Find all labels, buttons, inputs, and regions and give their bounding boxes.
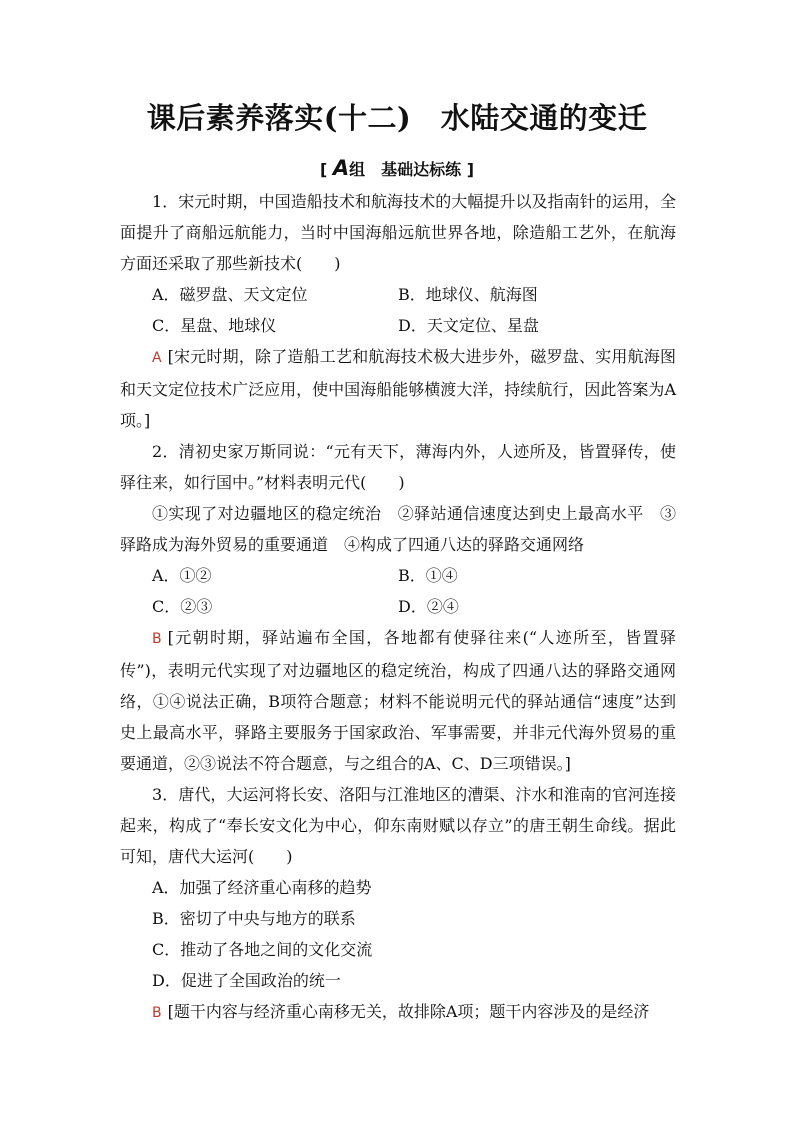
question-1-explanation <box>120 341 676 436</box>
section-bracket-close: ] <box>466 160 475 179</box>
question-3-explanation-text: [题干内容与经济重心南移无关，故排除A项；题干内容涉及的是经济 <box>167 1002 650 1021</box>
question-1-option-c: C．星盘、地球仪 <box>152 316 277 335</box>
question-2-answer: B <box>152 631 162 647</box>
question-2-option-d: D．②④ <box>398 597 459 616</box>
question-1-option-d: D．天文定位、星盘 <box>398 316 539 335</box>
question-3-explanation <box>120 996 676 1029</box>
question-1-option-b: B．地球仪、航海图 <box>398 285 538 304</box>
question-2-statements: ①实现了对边疆地区的稳定统治 ②驿站通信速度达到史上最高水平 ③驿路成为海外贸易的重要通道 ④构成了四通八达的驿路交通网络 <box>120 504 676 554</box>
question-2-options-row-2 <box>120 591 676 622</box>
question-3-option-b: B．密切了中央与地方的联系 <box>152 909 356 928</box>
question-2-option-c: C．②③ <box>152 597 213 616</box>
question-2-explanation-text: [元朝时期，驿站遍布全国，各地都有使驿往来(“人迹所至，皆置驿传”)，表明元代实现了对边疆地区的稳定统治，构成了四通八达的驿路交通网络，①④说法正确，B项符合题意；材料不能说明元代的驿站通信“速度”达到史上最高水平，驿路主要服务于国家政治、军事需要，并非元代海外贸易的重要通道，②③说法不符合题意，与之组合的A、C、D三项错误。] <box>120 628 676 773</box>
question-2-options-row-1 <box>120 560 676 591</box>
question-2-explanation <box>120 622 676 779</box>
question-2-option-a: A．①② <box>152 566 212 585</box>
question-3-option-a: A．加强了经济重心南移的趋势 <box>152 878 372 897</box>
question-1-stem: 1．宋元时期，中国造船技术和航海技术的大幅提升以及指南针的运用，全面提升了商船远航能力，当时中国海船远航世界各地，除造船工艺外，在航海方面还采取了那些新技术( ) <box>120 192 676 273</box>
page-title: 课后素养落实(十二) 水陆交通的变迁 <box>146 101 648 135</box>
question-1-answer: A <box>152 350 162 366</box>
section-bracket-open: [ <box>319 160 328 179</box>
question-3-option-d: D．促进了全国政治的统一 <box>152 971 341 990</box>
question-1-explanation-text: [宋元时期，除了造船工艺和航海技术极大进步外，磁罗盘、实用航海图和天文定位技术广泛应用，使中国海船能够横渡大洋，持续航行，因此答案为A项。] <box>120 347 676 430</box>
question-2-stem: 2．清初史家万斯同说：“元有天下，薄海内外，人迹所及，皆置驿传，使驿往来，如行国中。”材料表明元代( ) <box>120 442 676 492</box>
question-2-option-b: B．①④ <box>398 566 458 585</box>
section-group-label: 组 基础达标练 <box>349 160 462 179</box>
question-list <box>120 186 676 1029</box>
section-heading <box>0 156 794 180</box>
question-3-answer: B <box>152 1005 162 1021</box>
question-3-option-c: C．推动了各地之间的文化交流 <box>152 940 373 959</box>
question-1-options-row-1 <box>120 279 676 310</box>
question-3-stem: 3．唐代，大运河将长安、洛阳与江淮地区的漕渠、汴水和淮南的官河连接起来，构成了“奉长安文化为中心，仰东南财赋以存立”的唐王朝生命线。据此可知，唐代大运河( ) <box>120 785 676 866</box>
question-1-option-a: A．磁罗盘、天文定位 <box>152 285 308 304</box>
section-group-letter: A <box>332 156 350 180</box>
question-1-options-row-2 <box>120 310 676 341</box>
